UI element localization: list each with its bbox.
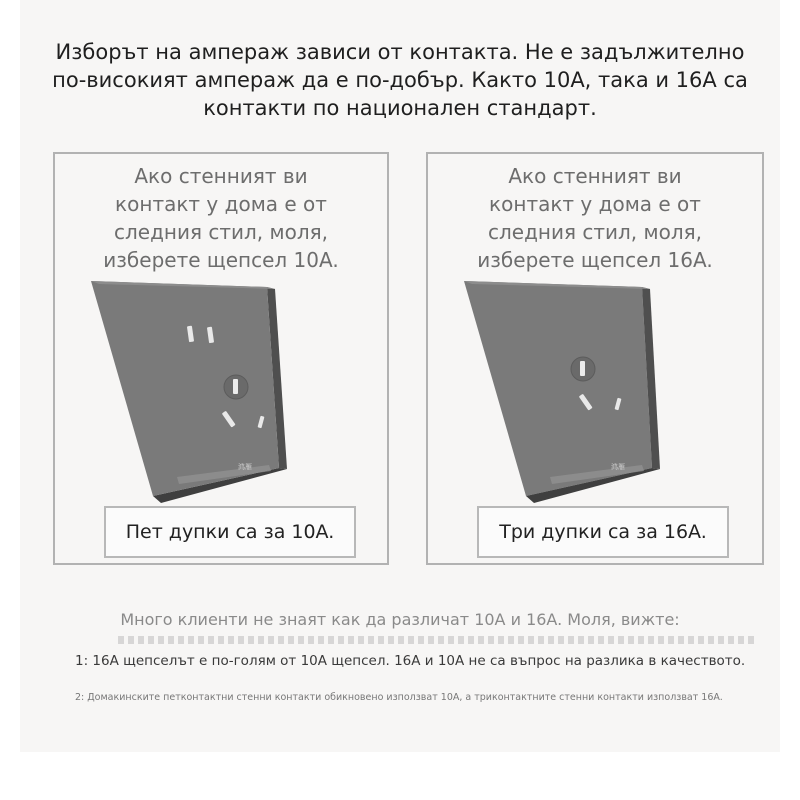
note-item-1: 1: 16A щепселът е по-голям от 10A щепсел. 16A и 10A не са въпрос на разлика в качеството. xyxy=(75,653,746,669)
socket-brand-label: 鸿雁 xyxy=(238,463,252,471)
note-main: Много клиенти не знаят как да различат 10A и 16A. Моля, вижте: xyxy=(120,610,680,629)
panel-16a-text-line: контакт у дома е от xyxy=(489,192,701,216)
panel-16a-text-line: следния стил, моля, xyxy=(487,220,702,244)
headline-line-2: по-високият ампераж да е по-добър. Както 10A, така и 16A са xyxy=(52,68,748,92)
note-item-2: 2: Домакинските петконтактни стенни контакти обикновено използват 10A, а триконтактните стенни контакти използват 16A. xyxy=(75,692,723,703)
panel-16a-text xyxy=(428,162,762,274)
panel-16a-text-line: изберете щепсел 16A. xyxy=(477,248,713,272)
panel-10a-text xyxy=(55,162,387,274)
panel-10a-text-line: Ако стенният ви xyxy=(134,164,308,188)
headline-line-1: Изборът на ампераж зависи от контакта. Не е задължително xyxy=(55,40,745,64)
panel-16a-text-line: Ако стенният ви xyxy=(508,164,682,188)
headline xyxy=(0,38,800,122)
headline-line-3: контакти по национален стандарт. xyxy=(203,96,597,120)
panel-10a xyxy=(53,152,389,565)
five-hole-socket-icon xyxy=(77,281,367,503)
panel-10a-text-line: контакт у дома е от xyxy=(115,192,327,216)
caption-16a: Три дупки са за 16A. xyxy=(477,506,729,558)
socket-brand-label: 鸿雁 xyxy=(611,463,625,471)
caption-10a: Пет дупки са за 10A. xyxy=(104,506,356,558)
faded-text-line xyxy=(118,636,758,644)
panel-10a-text-line: следния стил, моля, xyxy=(113,220,328,244)
panel-10a-text-line: изберете щепсел 10A. xyxy=(103,248,339,272)
three-hole-socket-icon xyxy=(450,281,740,503)
panel-16a xyxy=(426,152,764,565)
